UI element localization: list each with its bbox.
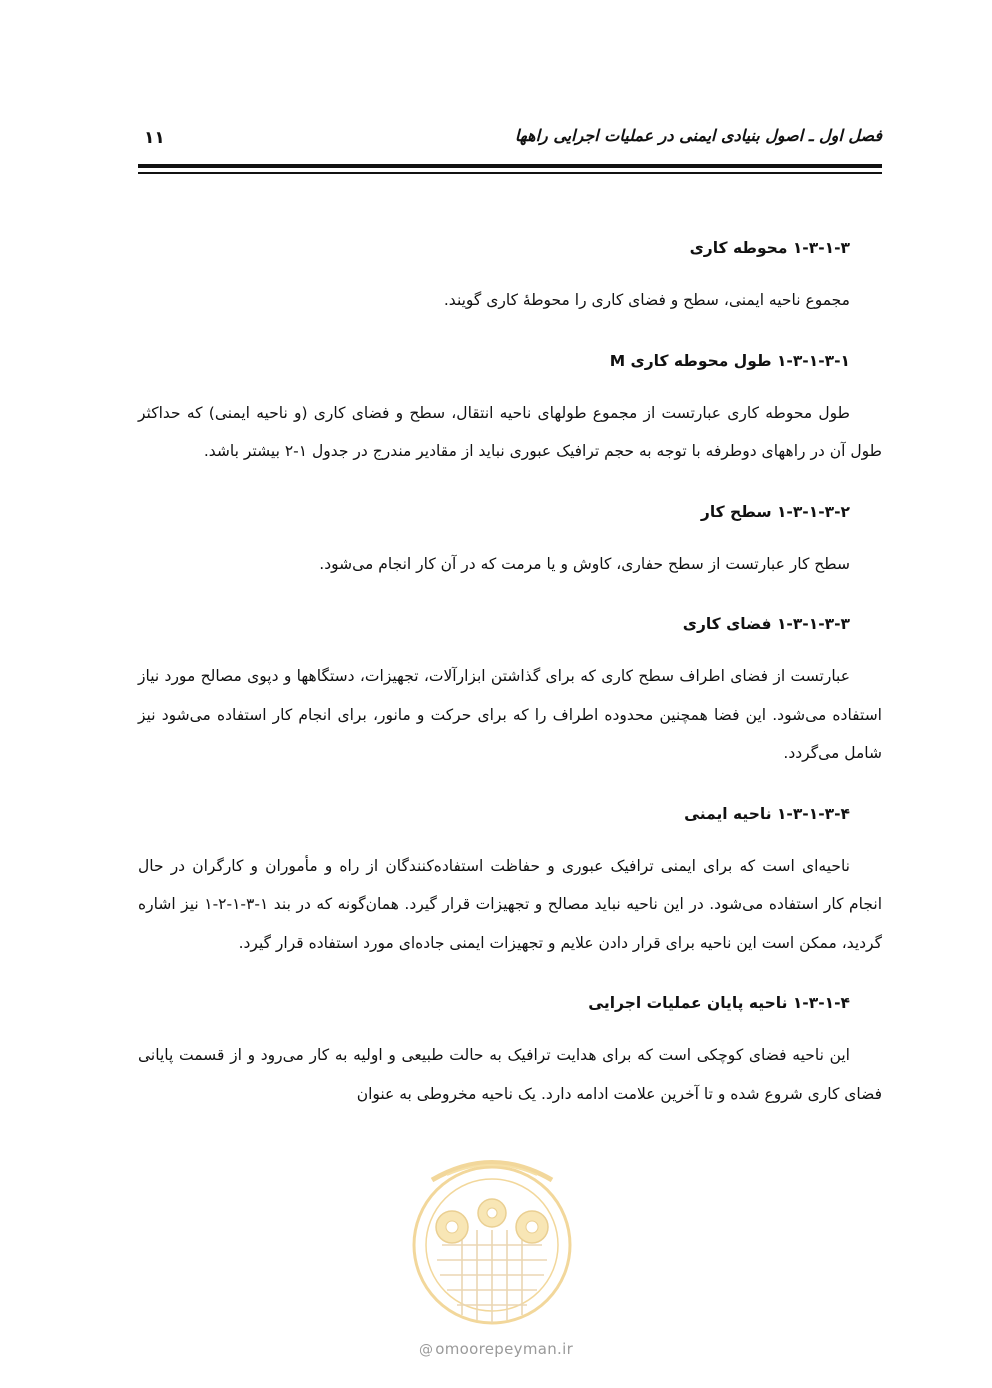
section-paragraph: ناحیه‌ای است که برای ایمنی ترافیک عبوری و حفاظت استفاده‌کنندگان از راه و مأموران و کارگران در حال انجام کار استفاده می‌شود. در این ناحیه نباید مصالح و تجهیزات قرار گیرد. همان‌گونه که در بند ۱-۳-۱-۲-۱ نیز اشاره گردید، ممکن است این ناحیه برای قرار دادن علایم و تجهیزات ایمنی جاده‌ای مورد استفاده قرار گیرد. — [138, 856, 882, 952]
section-heading: ۱-۳-۱-۴ ناحیه پایان عملیات اجرایی — [588, 994, 850, 1012]
header-rule-thin — [138, 172, 882, 174]
header-rule-thick — [138, 164, 882, 168]
section-paragraph: مجموع ناحیه ایمنی، سطح و فضای کاری را محوطۀ کاری گویند. — [443, 291, 850, 309]
section-paragraph: این ناحیه فضای کوچکی است که برای هدایت ترافیک به حالت طبیعی و اولیه به کار می‌رود و از قسمت پایانی فضای کاری شروع شده و تا آخرین علامت ادامه دارد. یک ناحیه مخروطی به عنوان — [138, 1046, 882, 1103]
at-icon: @ — [418, 1342, 434, 1358]
section-heading: ۱-۳-۱-۳-۳ فضای کاری — [682, 615, 850, 633]
watermark-site: omoorepeyman.ir — [435, 1340, 574, 1358]
body-content — [138, 236, 882, 1113]
watermark-url — [0, 1340, 992, 1358]
section-paragraph: طول محوطه کاری عبارتست از مجموع طولهای ناحیه انتقال، سطح و فضای کاری (و ناحیه ایمنی) که حداکثر طول آن در راههای دوطرفه با توجه به حجم ترافیک عبوری نباید از مقادیر مندرج در جدول ۱-۲ بیشتر باشد. — [138, 403, 882, 460]
section-heading: ۱-۳-۱-۳-۱ طول محوطه کاری M — [609, 351, 850, 370]
page-number: ۱۱ — [144, 128, 165, 148]
page-header — [138, 118, 882, 158]
chapter-title: فصل اول ـ اصول بنیادی ایمنی در عملیات اجرایی راهها — [514, 126, 882, 145]
section-heading: ۱-۳-۱-۳-۲ سطح کار — [700, 502, 850, 521]
section-heading: ۱-۳-۱-۳-۴ ناحیه ایمنی — [684, 804, 850, 823]
watermark-logo — [372, 1135, 612, 1345]
section-heading: ۱-۳-۱-۳ محوطه کاری — [689, 239, 850, 257]
section-paragraph: سطح کار عبارتست از سطح حفاری، کاوش و یا مرمت که در آن کار انجام می‌شود. — [319, 554, 850, 573]
section-paragraph: عبارتست از فضای اطراف سطح کاری که برای گذاشتن ابزارآلات، تجهیزات، دستگاهها و دپوی مصالح مورد نیاز استفاده می‌شود. این فضا همچنین محدوده اطراف را که برای حرکت و مانور، برای انجام کار استفاده می‌شود نیز شامل می‌گردد. — [138, 667, 882, 762]
